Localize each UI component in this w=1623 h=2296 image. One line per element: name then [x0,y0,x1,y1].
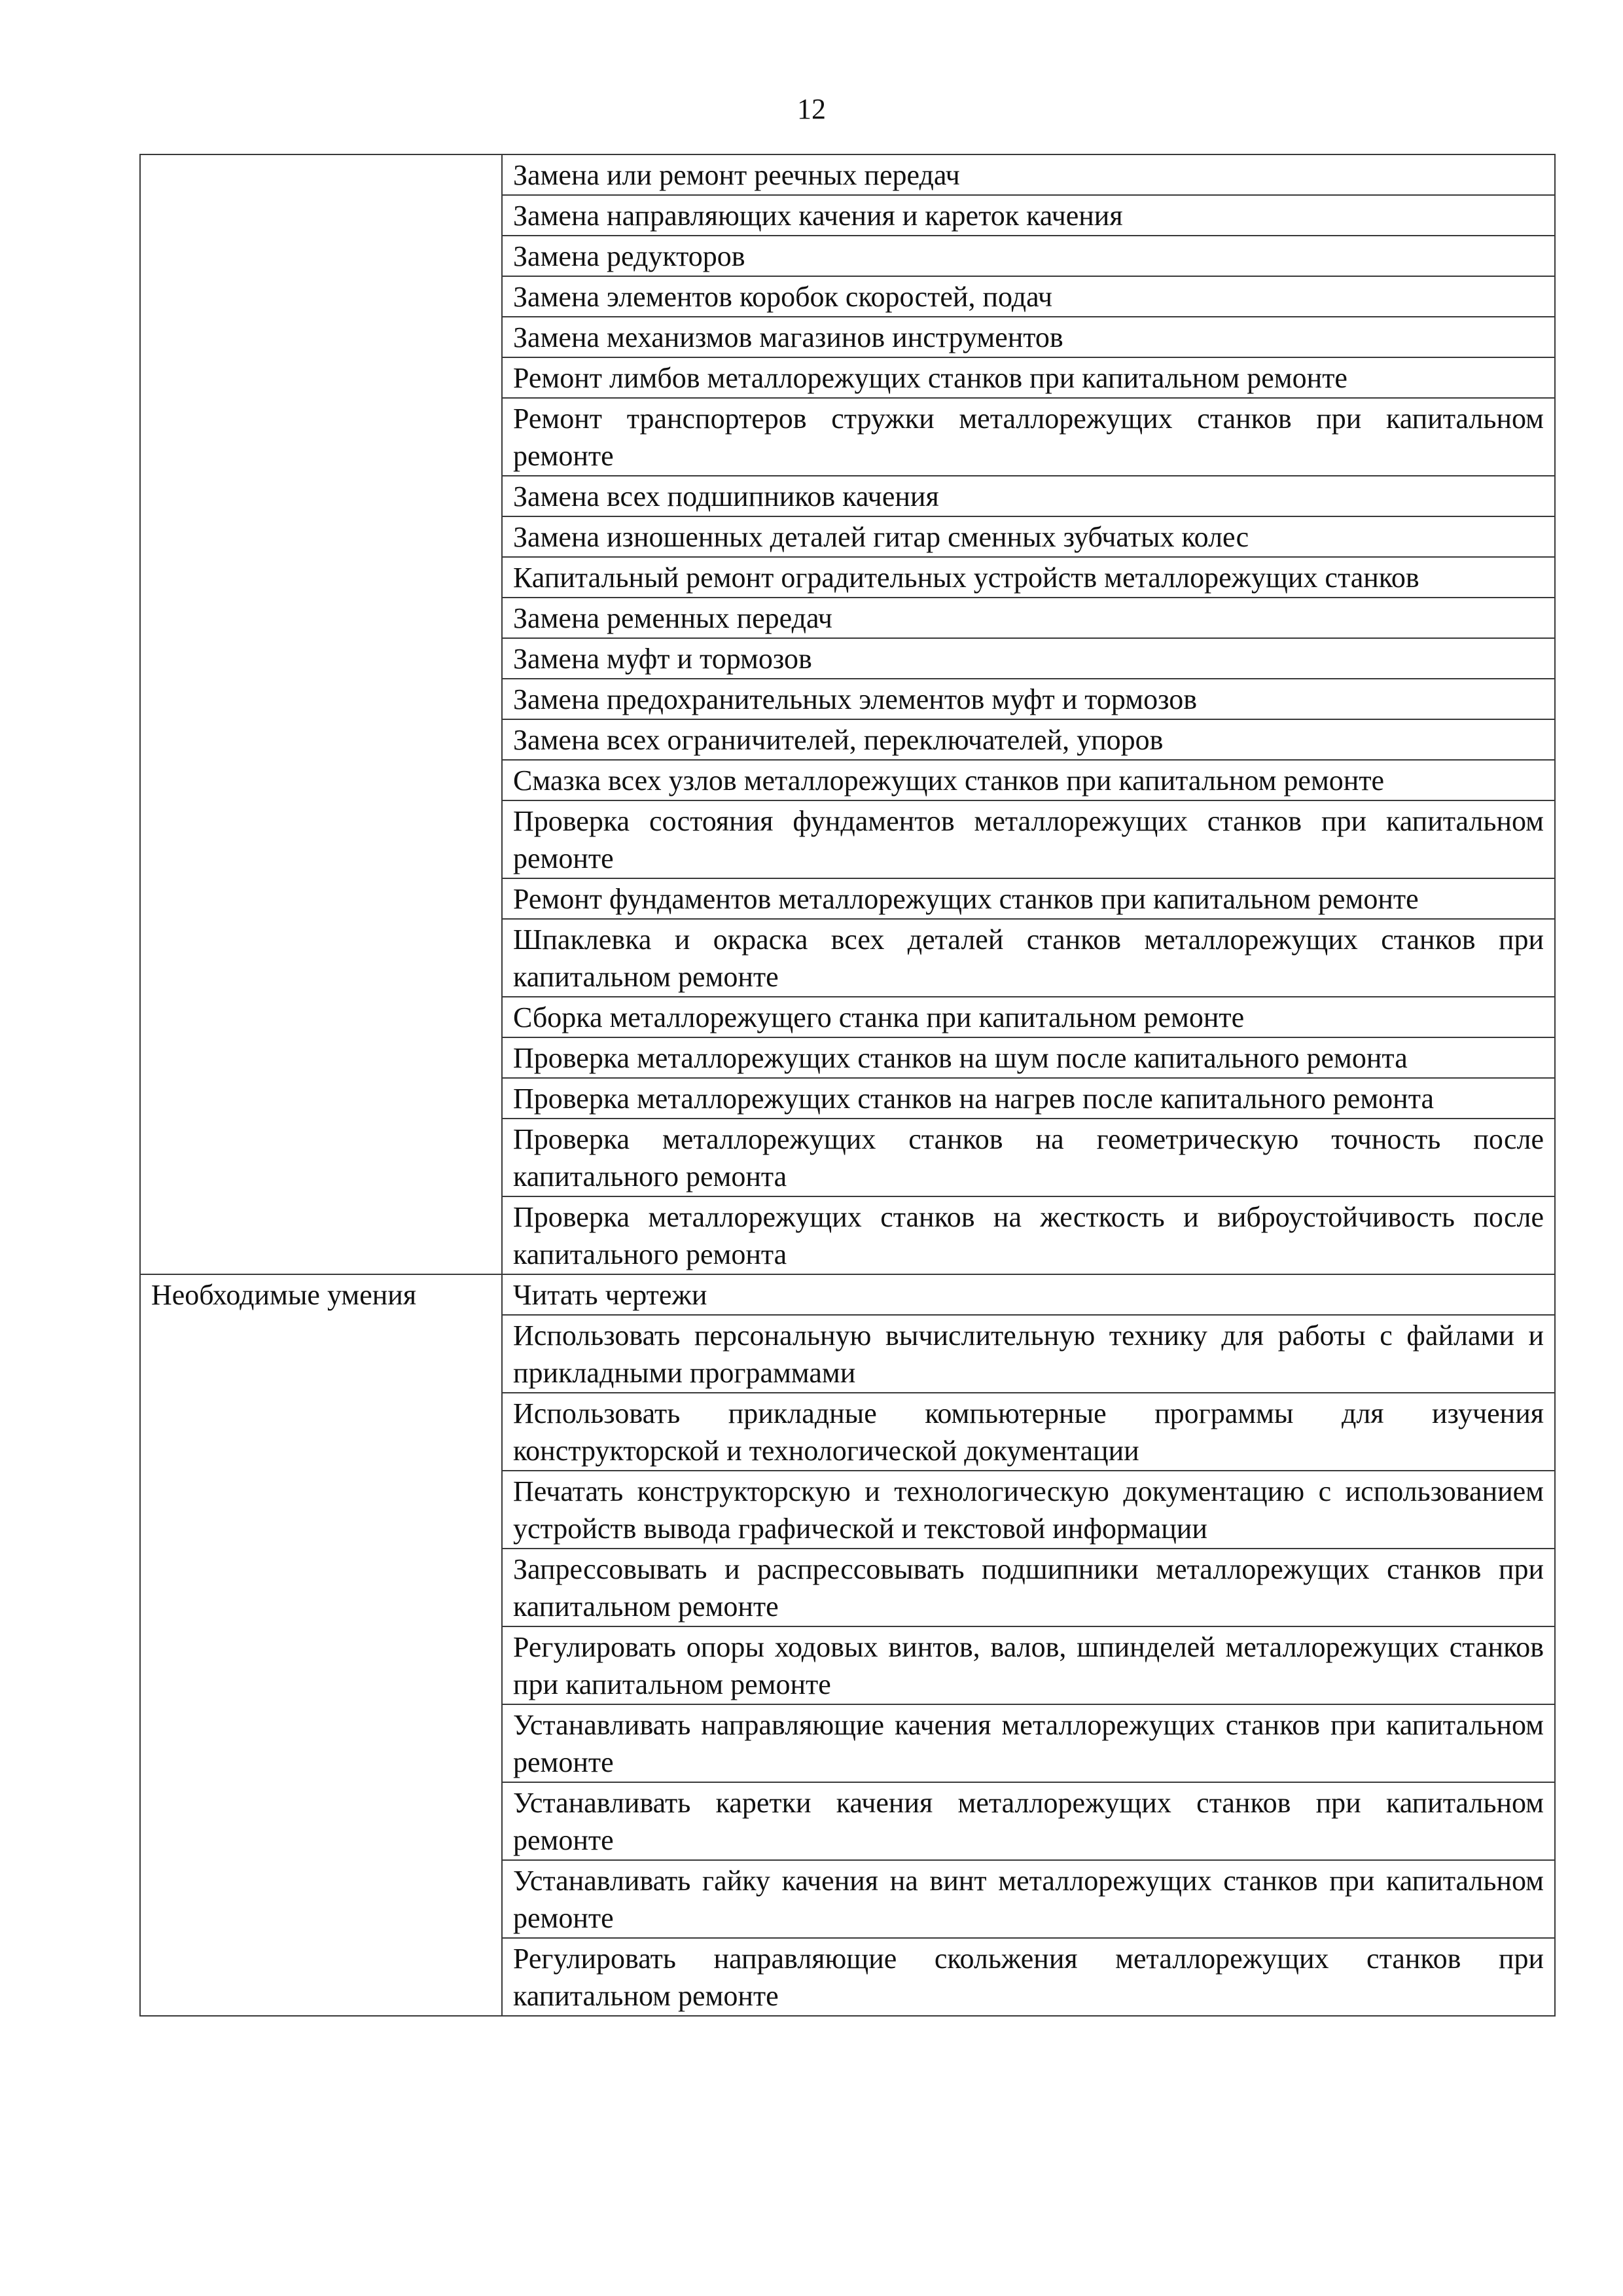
item-cell: Печатать конструкторскую и технологическую документацию с использованием устройств вывода графической и текстовой информации [502,1471,1555,1549]
item-cell: Замена всех подшипников качения [502,476,1555,516]
category-cell: Необходимые умения [140,1274,502,2016]
item-cell: Ремонт фундаментов металлорежущих станков при капитальном ремонте [502,878,1555,919]
category-cell [140,154,502,1274]
item-cell: Устанавливать каретки качения металлорежущих станков при капитальном ремонте [502,1782,1555,1860]
item-cell: Замена или ремонт реечных передач [502,154,1555,195]
item-cell: Замена ременных передач [502,598,1555,638]
item-cell: Замена механизмов магазинов инструментов [502,317,1555,357]
item-cell: Устанавливать направляющие качения металлорежущих станков при капитальном ремонте [502,1704,1555,1782]
item-cell: Использовать прикладные компьютерные программы для изучения конструкторской и технологической документации [502,1393,1555,1471]
item-cell: Капитальный ремонт оградительных устройств металлорежущих станков [502,557,1555,598]
item-cell: Замена изношенных деталей гитар сменных зубчатых колес [502,516,1555,557]
item-cell: Шпаклевка и окраска всех деталей станков металлорежущих станков при капитальном ремонте [502,919,1555,997]
item-cell: Замена всех ограничителей, переключателей, упоров [502,719,1555,760]
item-cell: Устанавливать гайку качения на винт металлорежущих станков при капитальном ремонте [502,1860,1555,1938]
table-row [140,1274,1555,1315]
item-cell: Замена муфт и тормозов [502,638,1555,679]
table-row [140,154,1555,195]
item-cell: Запрессовывать и распрессовывать подшипники металлорежущих станков при капитальном ремонте [502,1549,1555,1626]
item-cell: Смазка всех узлов металлорежущих станков при капитальном ремонте [502,760,1555,800]
page-number: 12 [797,93,826,125]
item-cell: Ремонт лимбов металлорежущих станков при капитальном ремонте [502,357,1555,398]
item-cell: Замена редукторов [502,236,1555,276]
item-cell: Проверка металлорежущих станков на жесткость и виброустойчивость после капитального ремонта [502,1196,1555,1274]
item-cell: Проверка состояния фундаментов металлорежущих станков при капитальном ремонте [502,800,1555,878]
item-cell: Использовать персональную вычислительную технику для работы с файлами и прикладными программами [502,1315,1555,1393]
item-cell: Проверка металлорежущих станков на шум после капитального ремонта [502,1037,1555,1078]
item-cell: Ремонт транспортеров стружки металлорежущих станков при капитальном ремонте [502,398,1555,476]
item-cell: Читать чертежи [502,1274,1555,1315]
item-cell: Проверка металлорежущих станков на геометрическую точность после капитального ремонта [502,1119,1555,1196]
requirements-table-body [140,154,1555,2016]
requirements-table [139,154,1556,2017]
item-cell: Замена направляющих качения и кареток качения [502,195,1555,236]
item-cell: Проверка металлорежущих станков на нагрев после капитального ремонта [502,1078,1555,1119]
item-cell: Регулировать опоры ходовых винтов, валов, шпинделей металлорежущих станков при капитальном ремонте [502,1626,1555,1704]
item-cell: Замена предохранительных элементов муфт и тормозов [502,679,1555,719]
item-cell: Замена элементов коробок скоростей, подач [502,276,1555,317]
item-cell: Сборка металлорежущего станка при капитальном ремонте [502,997,1555,1037]
item-cell: Регулировать направляющие скольжения металлорежущих станков при капитальном ремонте [502,1938,1555,2016]
